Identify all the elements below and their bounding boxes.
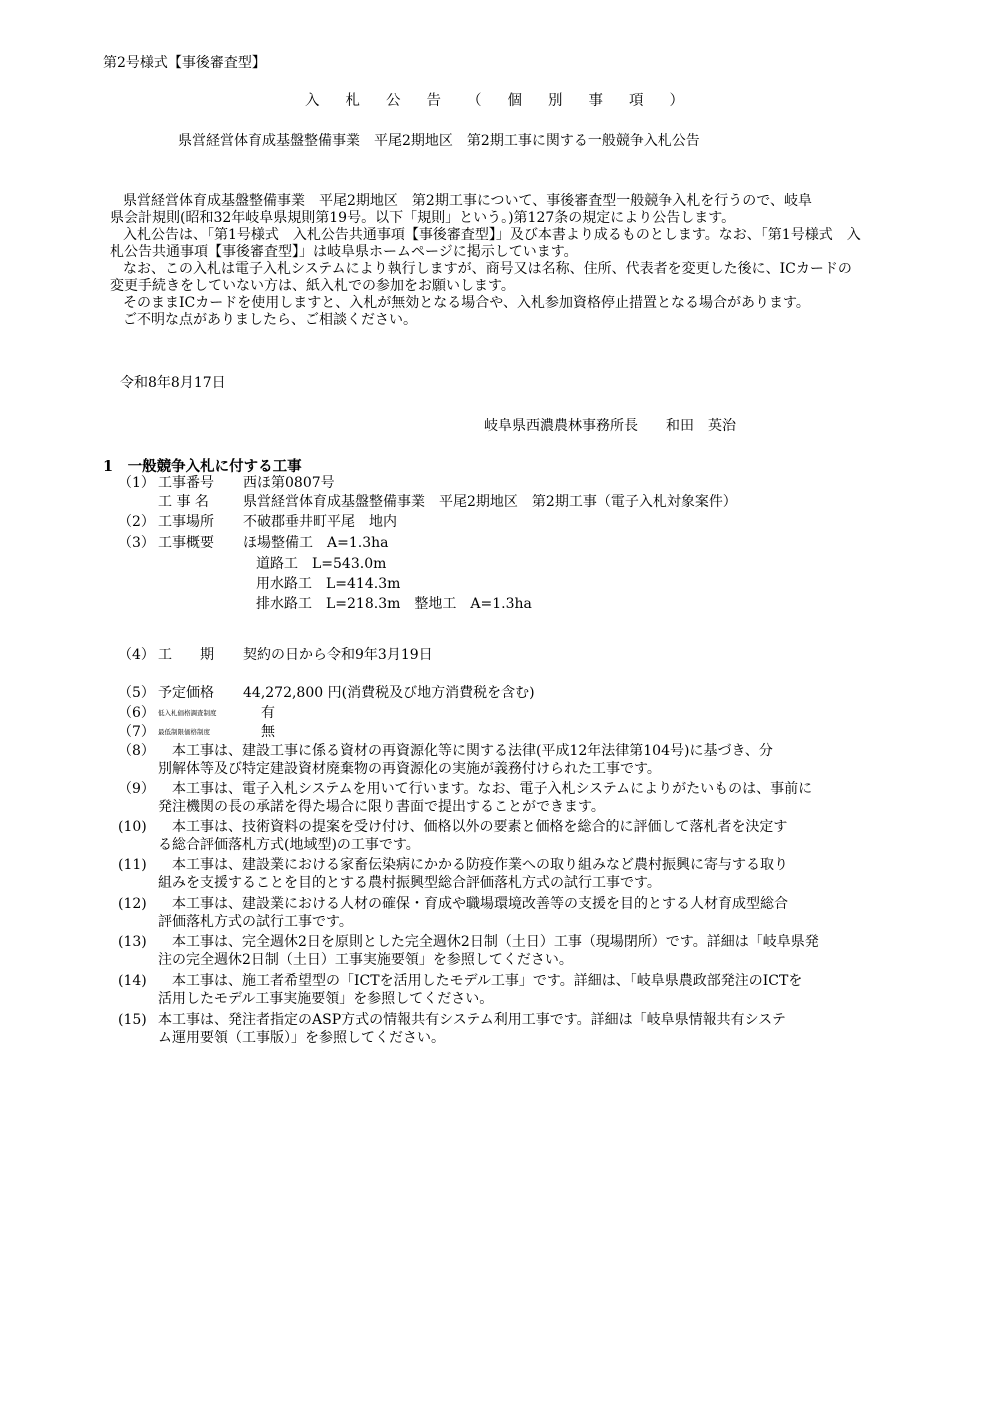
item-value: ほ場整備工 A=1.3ha <box>243 535 389 551</box>
item-key: 低入札価格調査制度 <box>158 709 217 717</box>
item-number: （9） <box>118 781 155 797</box>
item-number: (12) <box>118 896 147 912</box>
item-value: 排水路工 L=218.3m 整地工 A=1.3ha <box>256 596 532 612</box>
item-text: 注の完全週休2日制（土日）工事実施要領」を参照してください。 <box>158 952 573 968</box>
item-key: 工 <box>158 647 172 663</box>
item-value: 契約の日から令和9年3月19日 <box>243 647 433 663</box>
item-value: 県営経営体育成基盤整備事業 平尾2期地区 第2期工事（電子入札対象案件） <box>243 494 737 510</box>
item-value: 44,272,800 円(消費税及び地方消費税を含む) <box>243 685 535 701</box>
intro-line: 県会計規則(昭和32年岐阜県規則第19号。以下「規則」という。)第127条の規定により公告します。 <box>110 210 736 226</box>
item-key: 最低制限価格制度 <box>158 728 210 736</box>
item-text: 本工事は、施工者希望型の「ICTを活用したモデル工事」です。詳細は、「岐阜県農政部発注のICTを <box>158 973 803 989</box>
intro-line: ご不明な点がありましたら、ご相談ください。 <box>123 312 417 328</box>
item-number: (15) <box>118 1012 147 1028</box>
item-text: 本工事は、電子入札システムを用いて行います。なお、電子入札システムによりがたいものは、事前に <box>158 781 813 797</box>
item-text: 本工事は、技術資料の提案を受け付け、価格以外の要素と価格を総合的に評価して落札者を決定す <box>158 819 788 835</box>
intro-line: 県営経営体育成基盤整備事業 平尾2期地区 第2期工事について、事後審査型一般競争入札を行うので、岐阜 <box>123 193 812 209</box>
document-title: 入札公告（個別事項） <box>305 93 710 109</box>
item-text: 活用したモデル工事実施要領」を参照してください。 <box>158 991 494 1007</box>
item-number: (13) <box>118 934 147 950</box>
form-label: 第2号様式【事後審査型】 <box>103 55 266 71</box>
item-text: 本工事は、建設業における家畜伝染病にかかる防疫作業への取り組みなど農村振興に寄与する取り <box>158 857 788 873</box>
item-text: 別解体等及び特定建設資材廃棄物の再資源化の実施が義務付けられた工事です。 <box>158 761 661 777</box>
issuer-name: 岐阜県西濃農林事務所長 和田 英治 <box>484 418 736 434</box>
notice-date: 令和8年8月17日 <box>120 375 226 391</box>
intro-line: 変更手続きをしていない方は、紙入札での参加をお願いします。 <box>110 278 515 294</box>
intro-line: なお、この入札は電子入札システムにより執行しますが、商号又は名称、住所、代表者を変更した後に、ICカードの <box>123 261 852 277</box>
item-number: (11) <box>118 857 147 873</box>
item-key: 工事番号 <box>158 475 214 491</box>
item-text: ム運用要領（工事版）」を参照してください。 <box>158 1030 445 1046</box>
item-number: （7） <box>118 724 155 740</box>
item-text: 発注機関の長の承諾を得た場合に限り書面で提出することができます。 <box>158 799 605 815</box>
item-text: る総合評価落札方式(地域型)の工事です。 <box>158 837 420 853</box>
item-key: 期 <box>200 647 214 663</box>
item-number: （5） <box>118 685 155 701</box>
item-value: 西ほ第0807号 <box>243 475 335 491</box>
item-number: （4） <box>118 647 155 663</box>
item-value: 無 <box>261 724 275 740</box>
item-key: 工事場所 <box>158 514 214 530</box>
intro-line: 入札公告は、「第1号様式 入札公告共通事項【事後審査型】」及び本書より成るものとします。なお、「第1号様式 入 <box>123 227 861 243</box>
item-value: 有 <box>261 705 275 721</box>
item-number: （2） <box>118 514 155 530</box>
item-text: 評価落札方式の試行工事です。 <box>158 914 353 930</box>
intro-line: そのままICカードを使用しますと、入札が無効となる場合や、入札参加資格停止措置となる場合があります。 <box>123 295 810 311</box>
item-text: 本工事は、建設工事に係る資材の再資源化等に関する法律(平成12年法律第104号)に基づき、分 <box>158 743 773 759</box>
item-number: （1） <box>118 475 155 491</box>
item-number: （6） <box>118 705 155 721</box>
item-number: （3） <box>118 535 155 551</box>
item-key: 予定価格 <box>158 685 214 701</box>
item-number: (10) <box>118 819 147 835</box>
item-key: 工事概要 <box>158 535 214 551</box>
document-subtitle: 県営経営体育成基盤整備事業 平尾2期地区 第2期工事に関する一般競争入札公告 <box>178 133 700 149</box>
item-text: 本工事は、完全週休2日を原則とした完全週休2日制（土日）工事（現場閉所）です。詳細は「岐阜県発 <box>158 934 819 950</box>
item-number: (14) <box>118 973 147 989</box>
item-text: 組みを支援することを目的とする農村振興型総合評価落札方式の試行工事です。 <box>158 875 661 891</box>
item-text: 本工事は、建設業における人材の確保・育成や職場環境改善等の支援を目的とする人材育成型総合 <box>158 896 788 912</box>
item-key: 工 事 名 <box>158 494 209 510</box>
section-heading: 1 一般競争入札に付する工事 <box>103 458 302 475</box>
item-value: 道路工 L=543.0m <box>256 556 387 572</box>
item-text: 本工事は、発注者指定のASP方式の情報共有システム利用工事です。詳細は「岐阜県情報共有システ <box>158 1012 786 1028</box>
item-value: 用水路工 L=414.3m <box>256 576 401 592</box>
item-value: 不破郡垂井町平尾 地内 <box>243 514 397 530</box>
item-number: （8） <box>118 743 155 759</box>
intro-line: 札公告共通事項【事後審査型】」は岐阜県ホームページに掲示しています。 <box>110 244 578 260</box>
